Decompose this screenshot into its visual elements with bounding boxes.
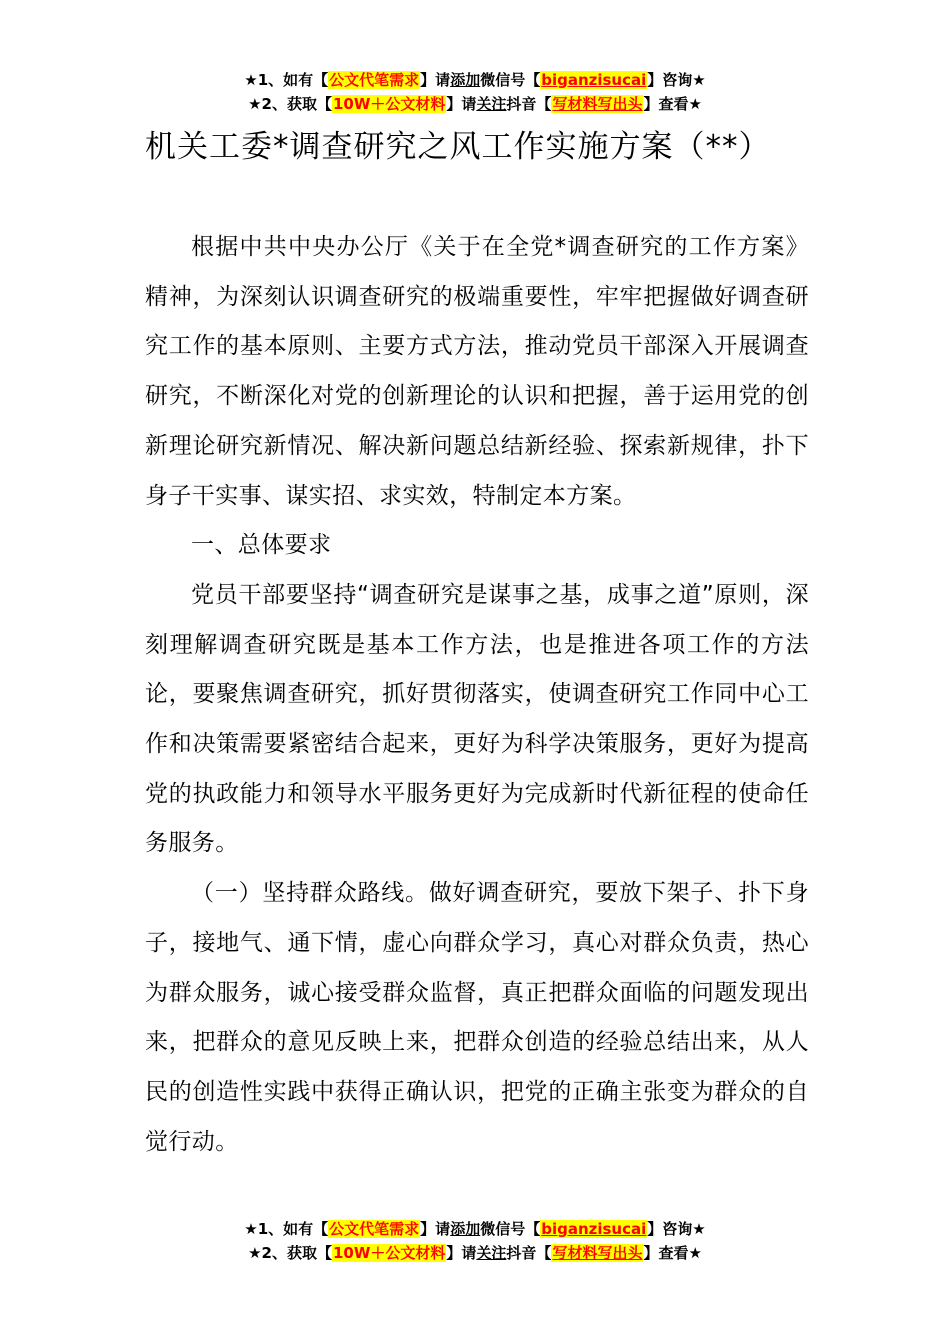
promo-text: 】请: [420, 1220, 451, 1238]
promo-highlight: 10W＋公文材料: [332, 1244, 446, 1262]
promo-text: 】咨询★: [647, 1220, 706, 1238]
promo-footer: [0, 1217, 950, 1265]
paragraph-intro: 根据中共中央办公厅《关于在全党*调查研究的工作方案》精神，为深刻认识调查研究的极端重要性，牢牢把握做好调查研究工作的基本原则、主要方式方法，推动党员干部深入开展调查研究，不断深化对党的创新理论的认识和把握，善于运用党的创新理论研究新情况、解决新问题总结新经验、探索新规律，扑下身子干实事、谋实招、求实效，特制定本方案。: [145, 234, 809, 509]
paragraph-mass-line: （一）坚持群众路线。做好调查研究，要放下架子、扑下身子，接地气、通下情，虚心向群众学习，真心对群众负责，热心为群众服务，诚心接受群众监督，真正把群众面临的问题发现出来，把群众的意见反映上来，把群众创造的经验总结出来，从人民的创造性实践中获得正确认识，把党的正确主张变为群众的自觉行动。: [145, 880, 809, 1155]
promo-underlined: 添加: [450, 71, 481, 89]
promo-text: 】咨询★: [647, 71, 706, 89]
promo-text: 】请: [446, 1244, 477, 1262]
promo-highlight: 公文代笔需求: [329, 1220, 420, 1238]
document-title: 机关工委*调查研究之风工作实施方案（**）: [145, 129, 771, 165]
promo-line-2: [0, 1241, 950, 1265]
promo-text: 】查看★: [643, 95, 702, 113]
promo-text: ★2、获取【: [248, 95, 332, 113]
promo-highlight-wechat: biganzisucai: [541, 71, 647, 89]
promo-text: 微信号【: [480, 1220, 541, 1238]
promo-text: 抖音【: [506, 1244, 552, 1262]
promo-text: 抖音【: [506, 95, 552, 113]
promo-highlight-douyin: 写材料写出头: [552, 1244, 643, 1262]
section-heading: 一、总体要求: [191, 532, 332, 559]
promo-text: ★1、如有【: [244, 1220, 329, 1238]
promo-highlight-douyin: 写材料写出头: [552, 95, 643, 113]
promo-highlight-wechat: biganzisucai: [541, 1220, 647, 1238]
promo-text: 】查看★: [643, 1244, 702, 1262]
promo-highlight: 10W＋公文材料: [332, 95, 446, 113]
document-body: [145, 223, 809, 1167]
promo-underlined: 关注: [476, 1244, 507, 1262]
promo-line-1: [0, 68, 950, 92]
promo-underlined: 添加: [450, 1220, 481, 1238]
promo-text: ★2、获取【: [248, 1244, 332, 1262]
promo-text: 】请: [420, 71, 451, 89]
promo-line-1: [0, 1217, 950, 1241]
promo-text: ★1、如有【: [244, 71, 329, 89]
paragraph-general-requirements: 党员干部要坚持“调查研究是谋事之基，成事之道”原则，深刻理解调查研究既是基本工作方法，也是推进各项工作的方法论，要聚焦调查研究，抓好贯彻落实，使调查研究工作同中心工作和决策需要紧密结合起来，更好为科学决策服务，更好为提高党的执政能力和领导水平服务更好为完成新时代新征程的使命任务服务。: [145, 581, 809, 857]
promo-underlined: 关注: [476, 95, 507, 113]
promo-highlight: 公文代笔需求: [329, 71, 420, 89]
promo-text: 微信号【: [480, 71, 541, 89]
promo-header: [0, 68, 950, 116]
promo-line-2: [0, 92, 950, 116]
promo-text: 】请: [446, 95, 477, 113]
